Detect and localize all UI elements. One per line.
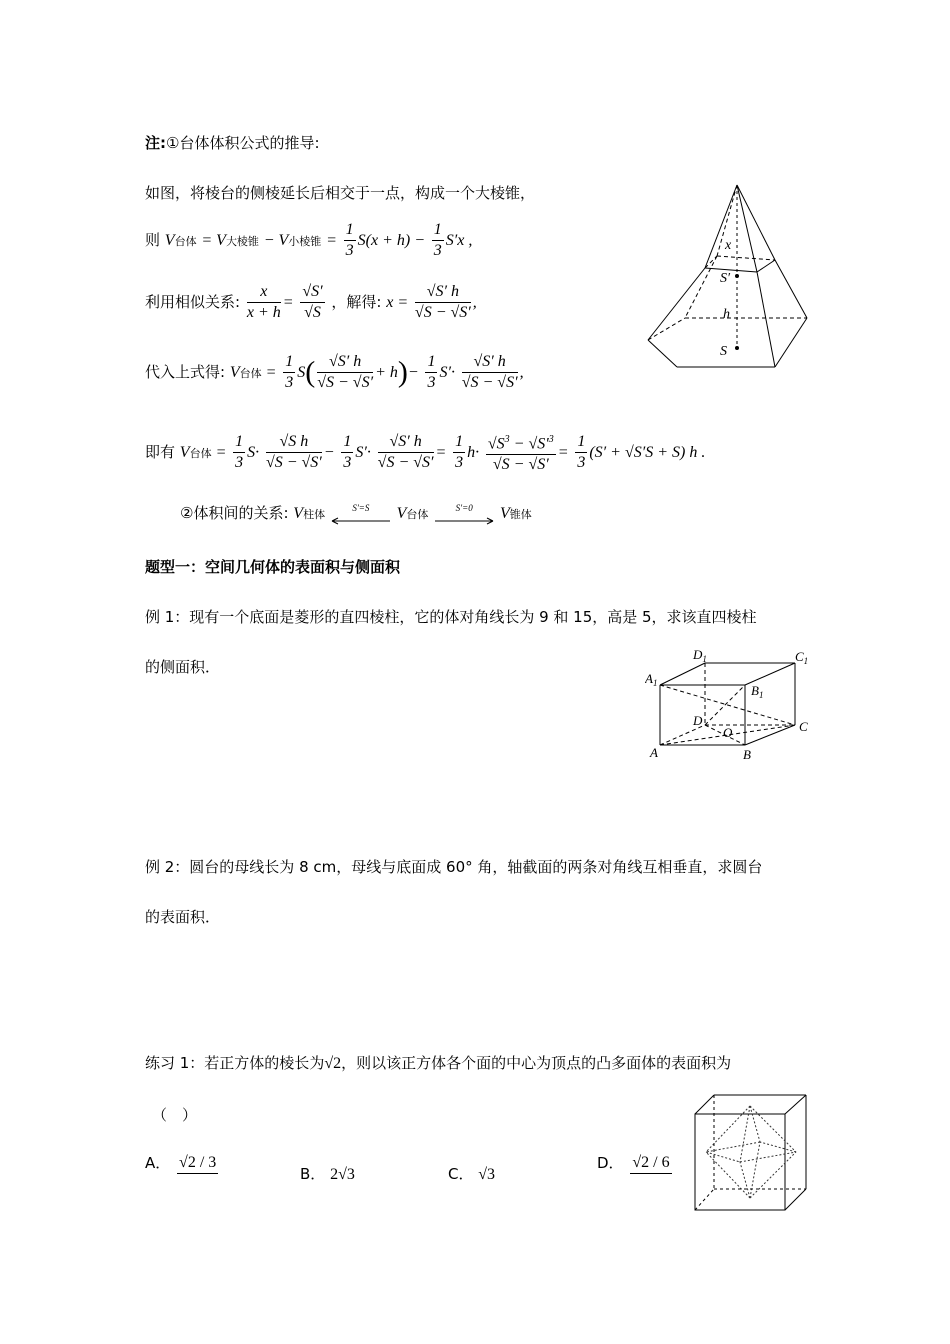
note-item1-title: ①台体体积公式的推导: (166, 134, 320, 152)
sim-label: 利用相似关系: (145, 293, 241, 311)
formula-substitute: 代入上式得: V台体 = $\frac{1}{3}$ S( $\frac{√S' h}{√S - √S'}$ + h)− $\frac{1}{3}$ S′· $\frac{√S' h}{√S - √S'}$ , (145, 353, 524, 391)
option-c-value: √3 (478, 1166, 496, 1183)
formula-result: 即有 V台体 = $\frac{1}{3}$ S· $\frac{\text{√S h}}{√S - √S'}$ − $\frac{1}{3}$ S′· $\frac{√S' h}{√S - √S'}$ = $\frac{1}{3}$ h· $\frac{√S^3 - √S'^3}{√S - √S'}$ = $\frac{1}{3}$ (S′ + √S′S + S) h . (145, 430, 705, 475)
option-a-value: √2 / 3 (177, 1153, 218, 1174)
example1-line2: 的侧面积． (145, 658, 221, 676)
arrow-right-label: S′=0 (455, 502, 473, 513)
sub-big: 大棱锥 (225, 235, 259, 248)
section-title: 题型一：空间几何体的表面积与侧面积 (145, 558, 401, 576)
arrow-left-icon (330, 517, 392, 525)
option-a-label: A． (145, 1154, 171, 1172)
exercise1-line1-b: ，则以该正方体各个面的中心为顶点的凸多面体的表面积为 (341, 1054, 732, 1072)
cube-octahedron-figure (692, 1092, 810, 1214)
example2-line2: 的表面积． (145, 908, 221, 926)
substitute-label: 代入上式得: (145, 363, 226, 381)
option-c[interactable] (448, 1163, 495, 1184)
solve-label: ，解得: (331, 293, 382, 311)
note-heading (145, 132, 320, 153)
prism-label-b1: $B_1$ (751, 683, 764, 700)
option-a[interactable] (145, 1152, 220, 1174)
volume-relation: ②体积间的关系: V柱体 $^{S'=S}$ V台体 $^{S'=0}$ V锥体 (180, 502, 532, 523)
option-b-label: B． (300, 1165, 326, 1183)
pyramid-label-s: S (720, 344, 727, 359)
pyramid-label-h: h (723, 307, 730, 322)
sub-zhui: 锥体 (509, 508, 532, 521)
prism-label-d1: $D_1$ (693, 647, 707, 664)
option-d-label: D． (597, 1154, 624, 1172)
note-line1: 如图，将棱台的侧棱延长后相交于一点，构成一个大棱锥， (145, 184, 536, 202)
option-d-value: √2 / 6 (630, 1153, 671, 1174)
exercise1-line1: 练习 1：若正方体的棱长为√2，则以该正方体各个面的中心为顶点的凸多面体的表面积为 (145, 1054, 732, 1072)
option-d[interactable] (597, 1152, 674, 1174)
prism-label-a1: $A_1$ (645, 671, 658, 688)
note-label: 注: (145, 134, 166, 152)
option-b-value: 2√3 (330, 1166, 355, 1183)
exercise1-line1-a: 练习 1：若正方体的棱长为 (145, 1054, 325, 1072)
example1-line1: 例 1：现有一个底面是菱形的直四棱柱，它的体对角线长为 9 和 15，高是 5，求该直四棱柱 (145, 608, 757, 626)
item2-title: ②体积间的关系: (180, 504, 289, 522)
formula-volume-difference: 则 V台体 = V大棱锥 − V小棱锥 = $\frac{1}{3}$ S(x + h) − $\frac{1}{3}$ S′x , (145, 221, 473, 259)
prism-label-b: B (743, 747, 751, 762)
prism-figure (645, 645, 815, 763)
prism-label-a: A (650, 745, 658, 760)
arrow-left-label: S′=S (352, 502, 370, 513)
formula-similarity: 利用相似关系: $\frac{x}{x + h}$ = $\frac{√S'}{√S}$ ，解得: x = $\frac{√S' h}{√S - √S'}$ , (145, 283, 477, 321)
arrow-right-icon (433, 517, 495, 525)
example2-line1: 例 2：圆台的母线长为 8 cm，母线与底面成 60° 角，轴截面的两条对角线互相垂直，求圆台 (145, 858, 763, 876)
option-b[interactable] (300, 1163, 355, 1184)
pyramid-label-x: x (725, 238, 732, 253)
prism-label-c: C (799, 719, 808, 734)
pyramid-label-s-prime: S′ (720, 271, 731, 286)
prism-label-o: O (723, 725, 733, 740)
prism-label-d: D (693, 713, 703, 728)
prism-label-c1: $C_1$ (795, 649, 809, 666)
pyramid-frustum-figure (645, 182, 810, 377)
hence-label: 即有 (145, 443, 176, 462)
option-c-label: C． (448, 1165, 474, 1183)
then-label: 则 (145, 231, 161, 249)
sub-tai: 台体 (174, 235, 197, 248)
exercise1-bracket: （ ） (152, 1106, 198, 1124)
sub-zhu: 柱体 (303, 508, 326, 521)
sub-small: 小棱锥 (288, 235, 322, 248)
